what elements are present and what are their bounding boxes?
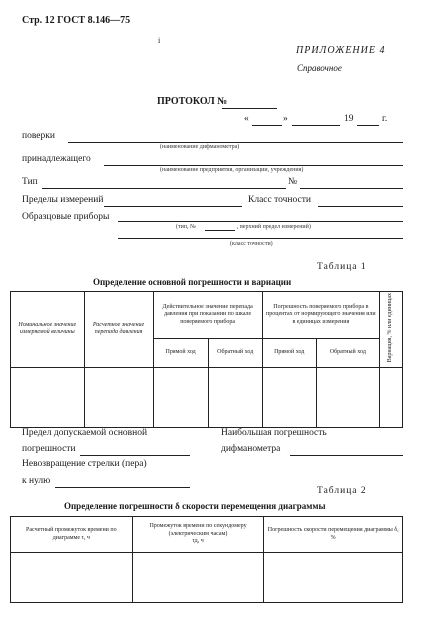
limits-field[interactable] bbox=[104, 206, 242, 207]
standard-field[interactable] bbox=[118, 221, 403, 222]
table1-label: Таблица 1 bbox=[317, 262, 367, 272]
page-mark: і bbox=[158, 36, 161, 45]
appendix-subtitle: Справочное bbox=[297, 63, 342, 73]
col-measured-time: Промежуток времени по секундомеру (электрическим часам) τд, ч bbox=[132, 517, 264, 553]
table2-title: Определение погрешности δ скорости перемещения диаграммы bbox=[64, 501, 326, 511]
table1-cell[interactable] bbox=[262, 367, 316, 427]
table1-cell[interactable] bbox=[316, 367, 379, 427]
number-field[interactable] bbox=[300, 188, 403, 189]
col-calc: Расчетное значение перепада давления bbox=[84, 292, 153, 368]
col-speed-error: Погрешность скорости перемещения диаграммы δ, % bbox=[264, 517, 403, 553]
col-calc-time: Расчетный промежуток времени по диаграмме τ, ч bbox=[11, 517, 133, 553]
page-header: Стр. 12 ГОСТ 8.146—75 bbox=[22, 15, 131, 26]
nonreturn-label-1: Невозвращение стрелки (пера) bbox=[22, 459, 147, 469]
col-variation: Вариация, % или единицах bbox=[379, 292, 402, 368]
col-error: Погрешность поверяемого прибора в процентах от нормирующего значения или в единицах измерения bbox=[262, 292, 379, 339]
table1-cell[interactable] bbox=[208, 367, 262, 427]
col-nominal: Номинальное значение измеряемой величины bbox=[11, 292, 85, 368]
verification-label: поверки bbox=[22, 131, 55, 141]
nonreturn-field[interactable] bbox=[55, 487, 190, 488]
table1-cell[interactable] bbox=[11, 367, 85, 427]
table2-cell[interactable] bbox=[11, 553, 133, 603]
owner-label: принадлежащего bbox=[22, 154, 91, 164]
accuracy-label: Класс точности bbox=[248, 195, 311, 205]
nonreturn-label-2: к нулю bbox=[22, 476, 51, 486]
type-field[interactable] bbox=[42, 188, 286, 189]
max-error-label-2: дифманометра bbox=[221, 444, 281, 454]
standard-number-blank bbox=[205, 230, 235, 231]
standard-hint-b: , верхний предел измерений) bbox=[237, 224, 311, 230]
allowed-error-field[interactable] bbox=[80, 455, 190, 456]
table1-cell[interactable] bbox=[379, 367, 402, 427]
allowed-error-label-2: погрешности bbox=[22, 444, 76, 454]
standard-hint-a: (тип, № bbox=[176, 224, 196, 230]
error-reverse: Обратный ход bbox=[316, 338, 379, 367]
accuracy-field[interactable] bbox=[318, 206, 403, 207]
max-error-label-1: Наибольшая погрешность bbox=[221, 428, 327, 438]
table2-cell[interactable] bbox=[264, 553, 403, 603]
verification-hint: (наименование дифманометра) bbox=[160, 144, 240, 150]
table1-cell[interactable] bbox=[153, 367, 208, 427]
date-year-suffix: г. bbox=[382, 114, 388, 124]
owner-hint: (наименование предприятия, организации, учреждения) bbox=[160, 167, 304, 173]
date-open-quote: « bbox=[244, 114, 249, 124]
col-actual: Действительное значение перепада давления при показании по шкале поверяемого прибора bbox=[153, 292, 262, 339]
max-error-field[interactable] bbox=[290, 455, 403, 456]
verification-field[interactable] bbox=[68, 142, 403, 143]
allowed-error-label-1: Предел допускаемой основной bbox=[22, 428, 148, 438]
actual-forward: Прямой ход bbox=[153, 338, 208, 367]
error-forward: Прямой ход bbox=[262, 338, 316, 367]
table1-title: Определение основной погрешности и вариации bbox=[93, 277, 292, 287]
table2-cell[interactable] bbox=[132, 553, 264, 603]
protocol-title: ПРОТОКОЛ № bbox=[157, 96, 228, 107]
date-year-prefix: 19 bbox=[344, 114, 354, 124]
standard-field-2[interactable] bbox=[118, 238, 403, 239]
actual-reverse: Обратный ход bbox=[208, 338, 262, 367]
date-close-quote: » bbox=[283, 114, 288, 124]
protocol-number-field[interactable] bbox=[222, 108, 277, 109]
standard-hint-2: (класс точности) bbox=[230, 241, 273, 247]
table1 bbox=[10, 291, 403, 428]
date-year-field[interactable] bbox=[357, 125, 379, 126]
measured-time-symbol: τд, ч bbox=[192, 538, 204, 545]
date-month-field[interactable] bbox=[292, 125, 340, 126]
date-day-field[interactable] bbox=[252, 125, 282, 126]
table2-label: Таблица 2 bbox=[317, 486, 367, 496]
table1-cell[interactable] bbox=[84, 367, 153, 427]
table2 bbox=[10, 516, 403, 603]
owner-field[interactable] bbox=[104, 165, 403, 166]
number-label: № bbox=[288, 177, 298, 187]
type-label: Тип bbox=[22, 177, 38, 187]
appendix-title: ПРИЛОЖЕНИЕ 4 bbox=[296, 45, 386, 56]
standard-label: Образцовые приборы bbox=[22, 212, 110, 222]
limits-label: Пределы измерений bbox=[22, 195, 104, 205]
